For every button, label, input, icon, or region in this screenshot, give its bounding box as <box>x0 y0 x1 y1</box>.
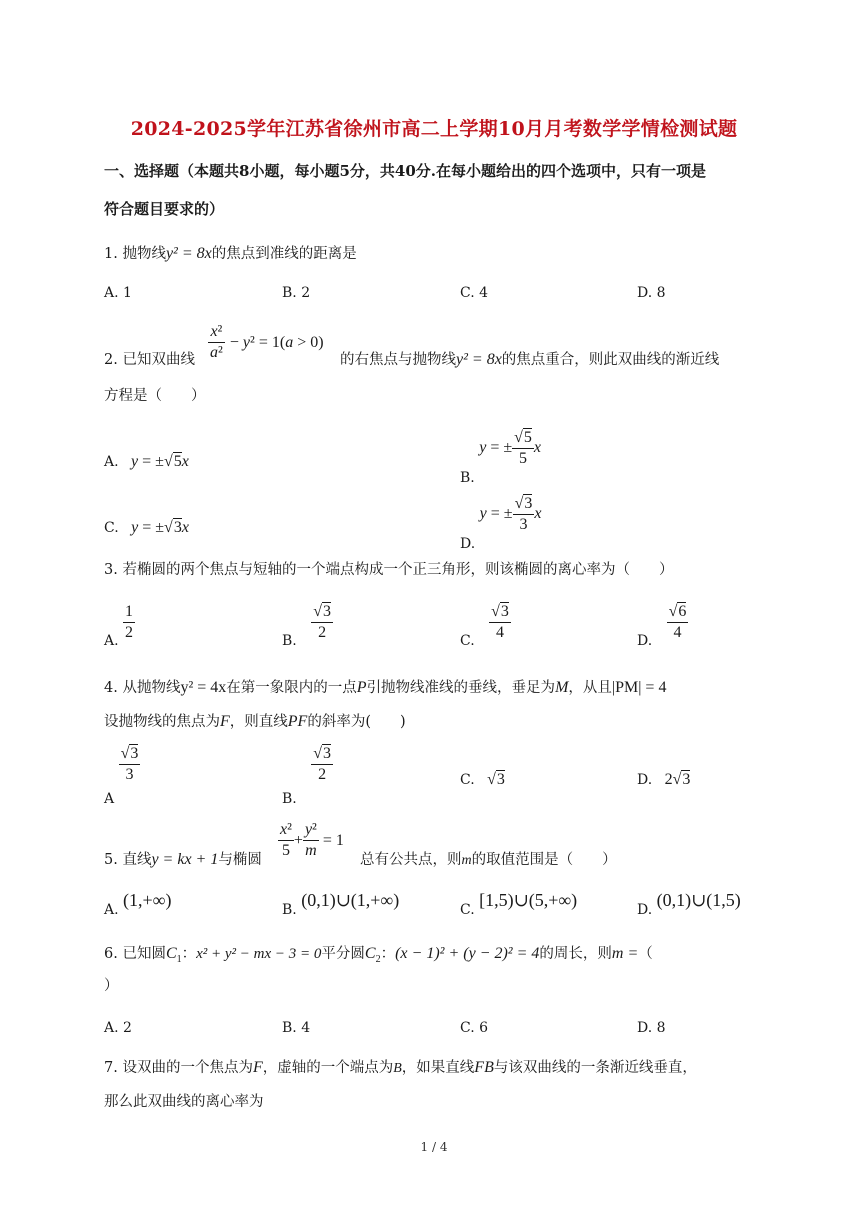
subscript: 2 <box>375 953 381 965</box>
equation: y² = 4x <box>180 679 227 696</box>
q2-option-d[interactable] <box>460 494 542 553</box>
q1-option-a[interactable] <box>104 283 132 303</box>
option-formula: (1,+∞) <box>123 890 172 910</box>
option-label: A. <box>104 902 119 918</box>
option-label: D. <box>460 536 476 553</box>
option-label: C. <box>460 1020 475 1036</box>
variable: C <box>165 945 177 962</box>
option-value: 8 <box>656 285 666 301</box>
option-label: D. <box>637 632 653 649</box>
option-label: C. <box>104 520 119 536</box>
question-7 <box>104 1058 697 1079</box>
question-text: ： <box>181 946 197 962</box>
question-text: 在第一象限内的一点 <box>226 680 357 696</box>
option-label: C. <box>460 632 475 649</box>
question-text: 的焦点重合，则此双曲线的渐近线 <box>501 352 720 368</box>
question-7-line2: 那么此双曲线的离心率为 <box>104 1094 264 1110</box>
option-formula: y = ± $\frac{√3}{3}$ x <box>479 495 542 533</box>
option-label: D. <box>637 902 653 918</box>
q5-option-c[interactable] <box>460 890 578 918</box>
question-text: 的右焦点与抛物线 <box>340 352 456 368</box>
question-number: 5. <box>104 852 118 868</box>
question-1 <box>104 244 357 264</box>
option-formula: $\frac{√3}{2}$ <box>313 603 331 641</box>
q3-option-d[interactable] <box>637 602 688 649</box>
option-label: B. <box>282 632 297 649</box>
q3-option-b[interactable] <box>282 602 333 649</box>
variable: F <box>220 713 230 730</box>
question-2 <box>104 350 195 370</box>
question-5 <box>104 850 262 870</box>
variable: M <box>555 679 569 696</box>
question-text: 平分圆 <box>321 946 365 962</box>
question-2-line2: 方程是（ ） <box>104 388 206 404</box>
option-formula: $\frac{1}{2}$ <box>125 603 134 641</box>
section-heading-line2: 符合题目要求的） <box>104 200 225 218</box>
question-text: 抛物线 <box>122 246 166 262</box>
option-label: C. <box>460 902 475 918</box>
q6-option-a[interactable] <box>104 1018 132 1038</box>
option-label: C. <box>460 285 475 301</box>
question-text: 的焦点到准线的距离是 <box>211 246 357 262</box>
hyperbola-equation: $\frac{\text{x²}}{\text{a²}}$ − y² = 1(a > 0) <box>210 323 324 361</box>
option-value: 8 <box>656 1020 666 1036</box>
q6-option-b[interactable] <box>282 1018 310 1038</box>
q2-option-b[interactable] <box>460 428 542 487</box>
question-text: 的一个焦点为 <box>165 1060 253 1076</box>
question-6-line2: ） <box>104 978 119 994</box>
question-text: ，如果直线 <box>401 1060 475 1076</box>
option-label: B. <box>282 285 297 301</box>
option-formula: $\frac{√3}{4}$ <box>491 603 509 641</box>
question-number: 6. <box>104 946 118 962</box>
option-formula: $\frac{√3}{2}$ <box>313 745 331 783</box>
question-text: 已知圆 <box>122 946 166 962</box>
option-label: D. <box>637 1020 653 1036</box>
question-text: 设抛物线的焦点为 <box>104 714 220 730</box>
equation: y² = 8x <box>456 351 502 368</box>
option-formula: $\frac{√6}{4}$ <box>668 603 687 641</box>
option-value: 2 <box>123 1020 132 1036</box>
question-4-line2 <box>104 712 406 732</box>
question-number: 4. <box>104 680 118 696</box>
question-text: 的斜率为( ) <box>307 714 406 730</box>
option-label: C. <box>460 772 475 788</box>
option-formula: (0,1)∪(1,5) <box>656 890 741 910</box>
q1-option-b[interactable] <box>282 283 310 303</box>
question-text: 与该双曲线的一条渐近线垂直， <box>493 1060 697 1076</box>
q6-option-d[interactable] <box>637 1018 666 1038</box>
option-formula: 2√3 <box>664 771 691 788</box>
question-number: 2. <box>104 352 118 368</box>
question-text: 已知双曲线 <box>122 352 195 368</box>
equation: y = kx + 1 <box>151 851 219 868</box>
question-text: ，则直线 <box>229 714 288 730</box>
q3-option-c[interactable] <box>460 602 511 649</box>
question-text: 若椭圆的两个焦点与短轴的一个端点构成一个正三角形，则该椭圆的离心率为（ ） <box>122 562 674 578</box>
option-formula: y = ±√3x <box>131 519 189 536</box>
q4-option-d[interactable] <box>637 770 690 790</box>
q1-option-d[interactable] <box>637 283 666 303</box>
section-heading-line1: 一、选择题（本题共8小题，每小题5分，共40分.在每小题给出的四个选项中，只有一项是 <box>104 162 706 180</box>
question-text: 的取值范围是（ ） <box>471 852 617 868</box>
question-text: ： <box>380 946 396 962</box>
option-value: 1 <box>123 285 132 301</box>
q1-option-c[interactable] <box>460 283 488 303</box>
option-label: A. <box>104 285 119 301</box>
q3-option-a[interactable] <box>104 602 135 649</box>
option-label: D. <box>637 772 653 788</box>
question-6 <box>104 944 653 970</box>
option-formula: [1,5)∪(5,+∞) <box>479 890 578 910</box>
question-number: 3. <box>104 562 118 578</box>
q5-option-a[interactable] <box>104 890 172 918</box>
q6-option-c[interactable] <box>460 1018 488 1038</box>
q4-option-a[interactable] <box>104 744 140 807</box>
variable: P <box>356 679 367 696</box>
option-formula: (0,1)∪(1,+∞) <box>301 890 400 910</box>
q5-option-d[interactable] <box>637 890 741 918</box>
variable: PF <box>287 713 308 730</box>
page-number: 1 / 4 <box>420 1140 448 1154</box>
question-number: 7. <box>104 1060 118 1076</box>
question-text: ，虚轴的一个端点为 <box>262 1060 394 1076</box>
question-text: 与椭圆 <box>218 852 262 868</box>
equation: |PM| = 4 <box>611 679 667 696</box>
question-number: 1. <box>104 246 118 262</box>
option-label: D. <box>637 285 653 301</box>
option-label: B. <box>282 902 297 918</box>
variable: FB <box>474 1059 494 1076</box>
equation: (x − 1)² + (y − 2)² = 4 <box>395 945 540 962</box>
option-value: 4 <box>479 285 489 301</box>
question-text: 引抛物线准线的垂线，垂足为 <box>366 680 556 696</box>
page-title: 2024-2025学年江苏省徐州市高二上学期10月月考数学学情检测试题 <box>130 118 738 140</box>
q2-option-a[interactable] <box>104 452 189 472</box>
question-text: ，从且 <box>568 680 612 696</box>
option-label: B. <box>460 470 475 487</box>
option-value: 6 <box>479 1020 489 1036</box>
question-text: （ <box>638 946 653 962</box>
option-label: A <box>104 790 115 807</box>
q5-option-b[interactable] <box>282 890 400 918</box>
equation: m = <box>611 945 639 962</box>
variable: C <box>364 945 376 962</box>
subscript: 1 <box>176 953 182 965</box>
equation: y² = 8x <box>165 245 212 262</box>
variable: m <box>461 853 472 868</box>
question-4 <box>104 678 666 698</box>
option-formula: $\frac{√3}{3}$ <box>120 745 139 783</box>
variable: F <box>252 1059 263 1076</box>
question-3 <box>104 560 673 580</box>
option-value: 2 <box>301 285 311 301</box>
option-formula: y = ±√5x <box>131 453 189 470</box>
option-label: A. <box>104 1020 119 1036</box>
question-2-cont <box>340 350 719 370</box>
question-text: 从抛物线 <box>122 680 181 696</box>
question-text: 直线 <box>122 852 152 868</box>
question-text: 总有公共点，则 <box>360 852 462 868</box>
option-formula: √3 <box>487 771 505 788</box>
question-5-cont <box>360 850 617 871</box>
option-label: B. <box>282 1020 297 1036</box>
option-label: B. <box>282 790 297 807</box>
option-formula: y = ± $\frac{√5}{5}$ x <box>479 429 542 467</box>
option-label: A. <box>104 454 119 470</box>
option-label: A. <box>104 632 119 649</box>
equation: x² + y² − mx − 3 = 0 <box>196 946 322 962</box>
ellipse-equation: $\frac{\text{x²}}{5}$ + $\frac{\text{y²}}{m}$ = 1 <box>280 821 344 859</box>
question-text: 的周长，则 <box>539 946 612 962</box>
question-text: 设双曲 <box>122 1060 166 1076</box>
q4-option-c[interactable] <box>460 770 505 790</box>
q4-option-b[interactable] <box>282 744 333 807</box>
option-value: 4 <box>301 1020 311 1036</box>
q2-option-c[interactable] <box>104 518 189 538</box>
variable: B <box>393 1061 402 1076</box>
